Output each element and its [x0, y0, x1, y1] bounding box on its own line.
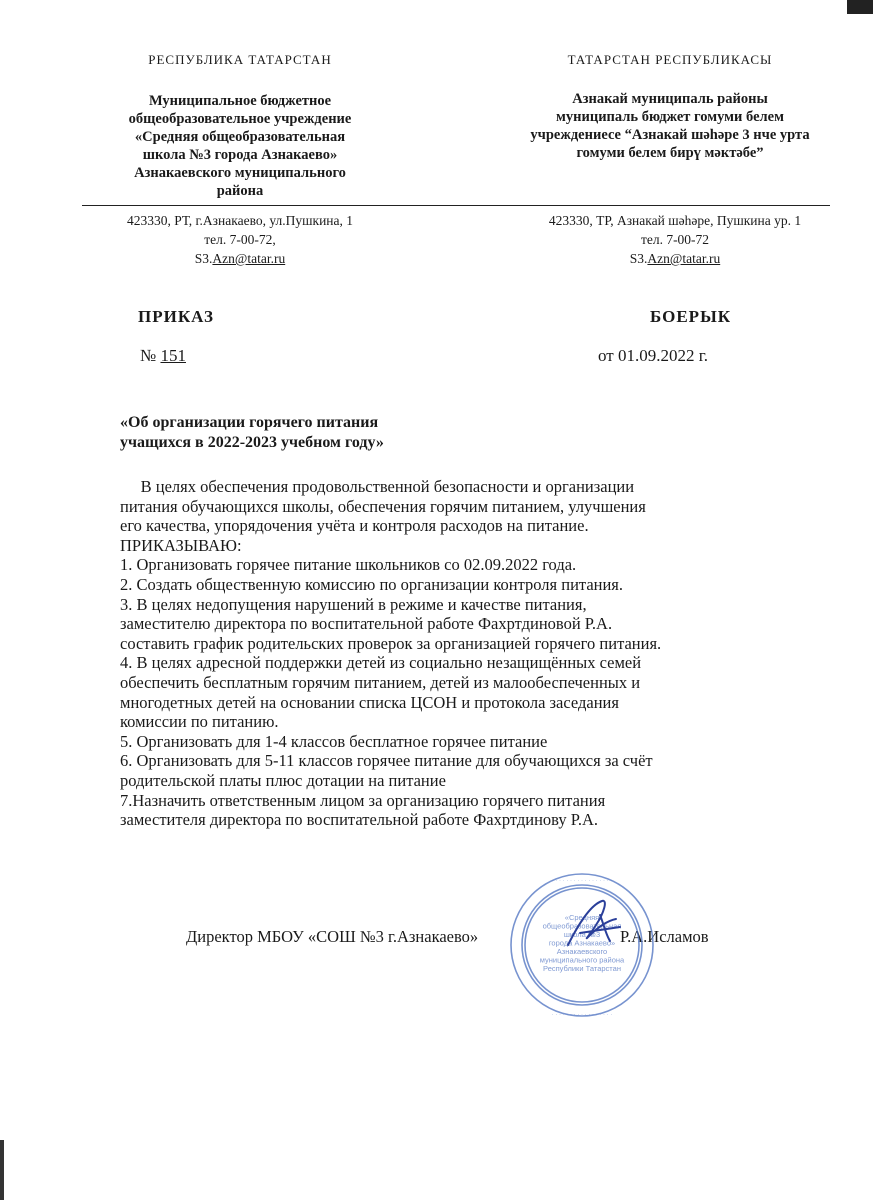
stamp-line: города Азнакаево»	[548, 938, 616, 948]
body-line: обеспечить бесплатным горячим питанием, детей из малообеспеченных и	[120, 672, 641, 692]
body-line: 1. Организовать горячее питание школьников со 02.09.2022 года.	[120, 555, 577, 575]
order-date: от 01.09.2022 г.	[598, 346, 709, 365]
stamp-line: «Средняя	[564, 913, 600, 922]
stamp-line: Азнакаевского	[556, 947, 608, 956]
right-org-name: Азнакай муниципаль районы муниципаль бюджет гомуми белем учреждениесе “Азнакай шәһәре 3 нче урта гомуми белем бирү мәктәбе”	[530, 91, 810, 161]
body-line: 7.Назначить ответственным лицом за организацию горячего питания	[120, 790, 606, 810]
body-line: питания обучающихся школы, обеспечения горячим питанием, улучшения	[120, 496, 646, 516]
body-line: 3. В целях недопущения нарушений в режиме и качестве питания,	[120, 594, 587, 614]
body-line: 5. Организовать для 1-4 классов бесплатное горячее питание	[120, 731, 548, 751]
scan-corner-mark	[847, 0, 873, 14]
body-line: комиссии по питанию.	[120, 712, 279, 732]
order-title-tt: БОЕРЫК	[650, 307, 732, 326]
svg-text:· · · · · · · · · · · · · · ·: · · · · · · · · · · · · · · · · ·	[551, 1012, 613, 1018]
body-line: заместителю директора по воспитательной работе Фахртдиновой Р.А.	[120, 614, 613, 634]
signature-name: Р.А.Исламов	[620, 927, 709, 946]
left-republic: РЕСПУБЛИКА ТАТАРСТАН	[148, 52, 332, 67]
header-divider	[82, 205, 830, 206]
stamp-line: муниципального района	[539, 955, 625, 965]
signature-position: Директор МБОУ «СОШ №3 г.Азнакаево»	[186, 927, 479, 946]
body-line: родительской платы плюс дотации на питание	[120, 770, 446, 790]
left-email-link[interactable]: Azn@tatar.ru	[212, 251, 286, 266]
svg-text:· · · · · · · · · · · · · · ·: · · · · · · · · · · · · · · · · ·	[551, 878, 613, 884]
body-line: 6. Организовать для 5-11 классов горячее питание для обучающихся за счёт	[120, 751, 653, 771]
body-line: составить график родительских проверок за организацией горячего питания.	[120, 633, 662, 653]
right-contacts: 423330, ТР, Азнакай шәһәре, Пушкина ур. 1 тел. 7-00-72 S3.Azn@tatar.ru	[548, 213, 802, 266]
order-body	[120, 477, 780, 830]
right-republic: ТАТАРСТАН РЕСПУБЛИКАСЫ	[567, 52, 773, 67]
body-line: 4. В целях адресной поддержки детей из социально незащищённых семей	[120, 653, 642, 673]
body-line: его качества, упорядочения учёта и контроля расходов на питание.	[120, 516, 589, 536]
body-line: 2. Создать общественную комиссию по организации контроля питания.	[120, 574, 624, 594]
right-email-link[interactable]: Azn@tatar.ru	[647, 251, 721, 266]
left-contacts: 423330, РТ, г.Азнакаево, ул.Пушкина, 1 тел. 7-00-72, S3.Azn@tatar.ru	[126, 213, 354, 266]
stamp-line: Республики Татарстан	[543, 964, 621, 973]
left-org-name: Муниципальное бюджетное общеобразовательное учреждение «Средняя общеобразовательная школа №3 города Азнакаево» Азнакаевского муниципального района	[128, 93, 352, 199]
stamp-line: общеобразовательная	[542, 921, 622, 931]
order-subject: «Об организации горячего питания учащихся в 2022-2023 учебном году»	[120, 414, 384, 451]
body-line: В целях обеспечения продовольственной безопасности и организации	[120, 477, 635, 496]
order-title-ru: ПРИКАЗ	[138, 307, 214, 326]
body-line: заместителя директора по воспитательной работе Фахртдинову Р.А.	[120, 810, 599, 830]
handwritten-signature	[560, 895, 630, 955]
body-line: многодетных детей на основании списка ЦСОН и протокола заседания	[120, 692, 619, 712]
body-line: ПРИКАЗЫВАЮ:	[120, 535, 242, 555]
stamp-line: школа №3	[563, 930, 601, 939]
order-number: № 151	[140, 346, 186, 365]
scan-edge-mark	[0, 1140, 4, 1200]
